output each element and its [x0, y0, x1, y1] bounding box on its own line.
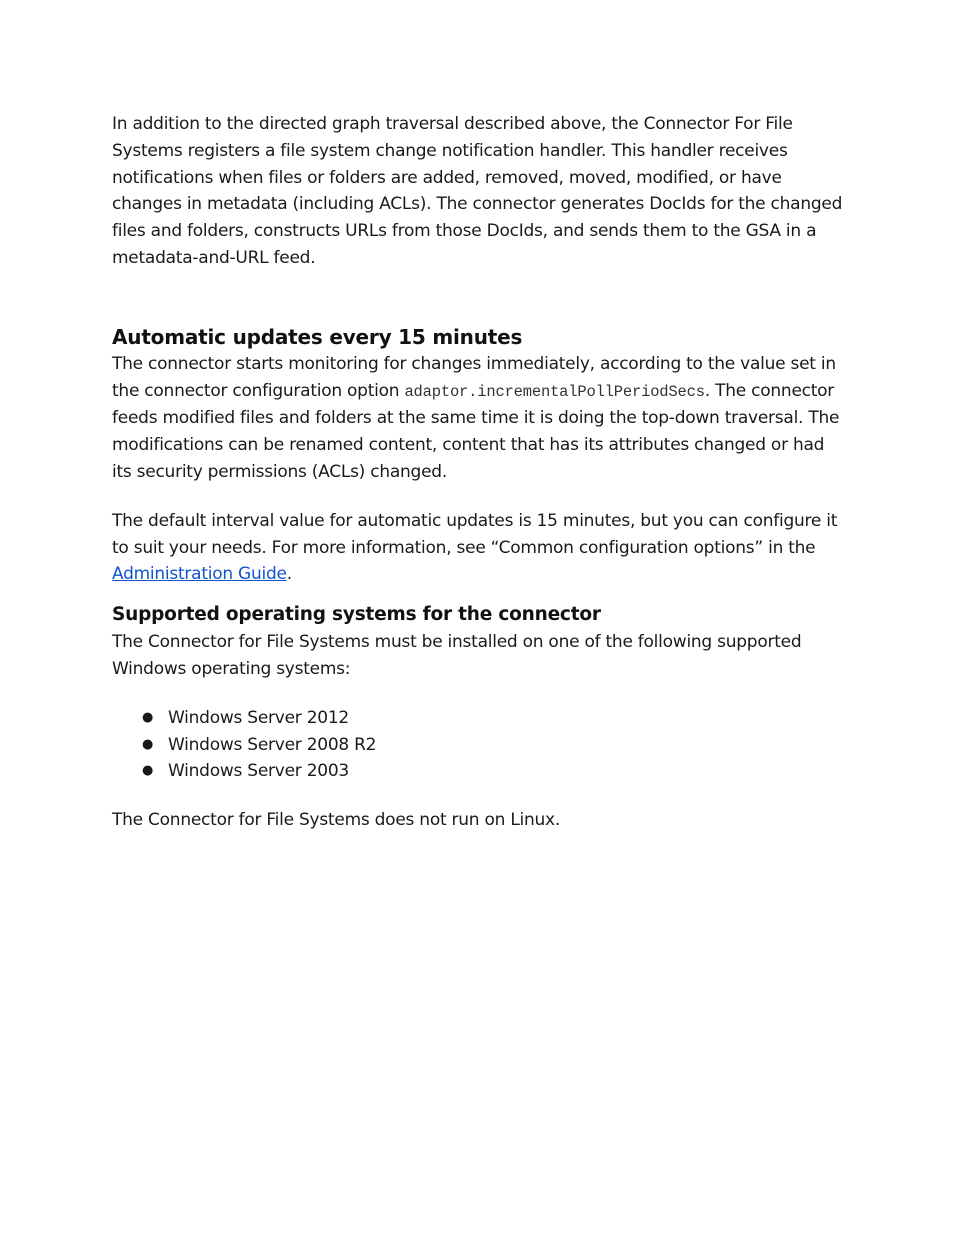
- supported-os-intro: The Connector for File Systems must be installed on one of the following supported Windows operating systems:: [112, 632, 802, 679]
- list-item: [112, 732, 847, 759]
- bullet-icon: ●: [142, 736, 154, 752]
- interval-text-after: .: [286, 564, 292, 585]
- document-page: [112, 111, 847, 834]
- linux-note: The Connector for File Systems does not run on Linux.: [112, 810, 561, 831]
- auto-updates-text-before: The connector starts monitoring for changes immediately, according to the value set in the connector configuration option: [112, 353, 836, 401]
- config-option-code: adaptor.incrementalPollPeriodSecs: [404, 382, 705, 401]
- list-item: [112, 705, 847, 732]
- auto-updates-paragraph-2: [112, 508, 847, 588]
- supported-os-heading: Supported operating systems for the connector: [112, 604, 601, 626]
- bullet-icon: ●: [142, 763, 154, 779]
- auto-updates-heading: Automatic updates every 15 minutes: [112, 324, 523, 349]
- os-item-label: Windows Server 2008 R2: [168, 734, 377, 755]
- intro-paragraph: In addition to the directed graph traversal described above, the Connector For File Systems registers a file system change notification handler. This handler receives notifications when files or folders are added, removed, moved, modified, or have changes in metadata (including ACLs). The connector generates DocIds for the changed files and folders, constructs URLs from those DocIds, and sends them to the GSA in a metadata-and-URL feed.: [112, 114, 843, 268]
- administration-guide-link[interactable]: Administration Guide: [112, 564, 287, 585]
- auto-updates-text-after: . The connector feeds modified files and folders at the same time it is doing the top-down traversal. The modifications can be renamed content, content that has its attributes changed or had its security permissions (ACLs) changed.: [112, 380, 840, 482]
- os-list: [112, 705, 847, 785]
- list-item: [112, 758, 847, 785]
- os-item-label: Windows Server 2003: [168, 761, 349, 782]
- os-item-label: Windows Server 2012: [168, 707, 349, 728]
- bullet-icon: ●: [142, 709, 154, 725]
- auto-updates-paragraph-1: [112, 351, 847, 486]
- interval-text-before: The default interval value for automatic updates is 15 minutes, but you can configure it to suit your needs. For more information, see “Common configuration options” in the: [112, 510, 838, 558]
